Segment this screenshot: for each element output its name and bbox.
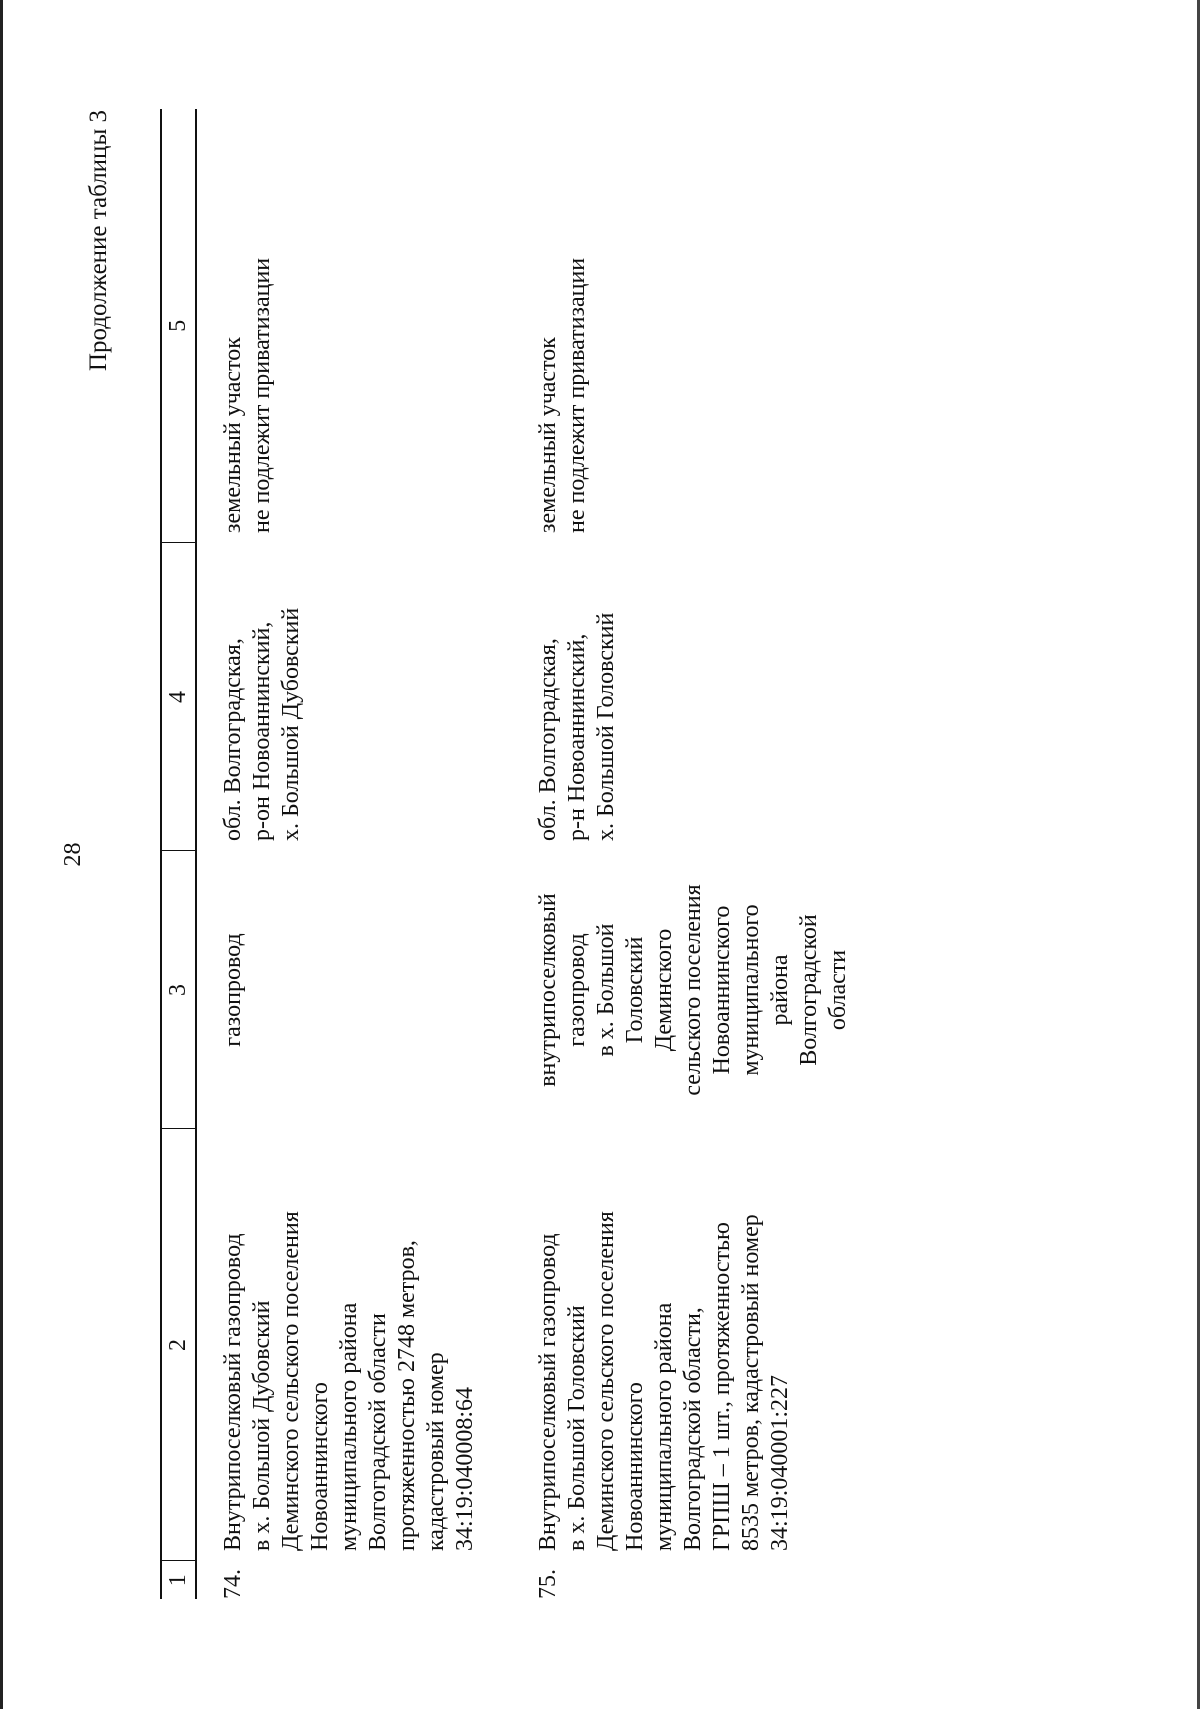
note-cell xyxy=(512,109,885,543)
address-cell xyxy=(512,543,885,851)
text-line: в х. Большой Головский xyxy=(564,1305,590,1551)
object-name-cell xyxy=(196,1129,512,1561)
property-table xyxy=(160,109,885,1599)
address-cell xyxy=(196,543,512,851)
column-header-1: 1 xyxy=(161,1561,196,1599)
text-line: земельный участок xyxy=(535,337,561,533)
text-line: Деминского сельского поселения xyxy=(278,1211,304,1551)
text-line: муниципального района xyxy=(336,1302,362,1551)
text-line: Внутрипоселковый газопровод xyxy=(220,1233,246,1551)
text-line: муниципального района xyxy=(651,1302,677,1551)
text-line: Головский xyxy=(622,936,648,1044)
text-line: обл. Волгоградская, xyxy=(535,638,561,841)
text-line: Внутрипоселковый газопровод xyxy=(535,1233,561,1551)
text-line: Новоаннинского xyxy=(622,1382,648,1551)
object-name-cell xyxy=(512,1129,885,1561)
text-line: р-н Новоаннинский, xyxy=(564,633,590,841)
text-line: обл. Волгоградская, xyxy=(220,638,246,841)
text-line: сельского поселения xyxy=(680,884,706,1096)
column-header-5: 5 xyxy=(161,109,196,543)
text-line: в х. Большой Дубовский xyxy=(249,1300,275,1551)
page-number: 28 xyxy=(60,842,86,867)
text-line: Волгоградской области xyxy=(365,1313,391,1551)
table-row xyxy=(512,109,885,1599)
text-line: Деминского xyxy=(651,928,677,1052)
text-line: области xyxy=(825,949,851,1031)
text-line: муниципального xyxy=(738,904,764,1076)
text-line: газопровод xyxy=(564,933,590,1047)
text-line: 34:19:040008:64 xyxy=(452,1386,478,1551)
column-header-3: 3 xyxy=(161,851,196,1129)
text-line: 34:19:040001:227 xyxy=(767,1374,793,1551)
text-line: Новоаннинского xyxy=(709,905,735,1075)
row-number: 74. xyxy=(220,1569,246,1599)
column-header-2: 2 xyxy=(161,1129,196,1561)
text-line: х. Большой Головский xyxy=(593,612,619,841)
column-header-4: 4 xyxy=(161,543,196,851)
text-line: Волгоградской xyxy=(796,914,822,1066)
text-line: Волгоградской области, xyxy=(680,1307,706,1551)
table-row xyxy=(196,109,512,1599)
text-line: не подлежит приватизации xyxy=(249,257,275,533)
text-line: района xyxy=(767,954,793,1026)
text-line: х. Большой Дубовский xyxy=(278,607,304,841)
object-type-cell xyxy=(196,851,512,1129)
text-line: газопровод xyxy=(220,933,246,1047)
text-line: Новоаннинского xyxy=(307,1382,333,1551)
text-line: р-он Новоаннинский, xyxy=(249,621,275,841)
text-line: в х. Большой xyxy=(593,923,619,1057)
text-line: ГРПШ – 1 шт., протяженностью xyxy=(709,1222,735,1551)
text-line: не подлежит приватизации xyxy=(564,257,590,533)
object-type-cell xyxy=(512,851,885,1129)
table-caption: Продолжение таблицы 3 xyxy=(85,110,112,372)
note-cell xyxy=(196,109,512,543)
text-line: внутрипоселковый xyxy=(535,893,561,1087)
text-line: земельный участок xyxy=(220,337,246,533)
table-header-row xyxy=(161,109,196,1599)
text-line: 8535 метров, кадастровый номер xyxy=(738,1214,764,1551)
text-line: кадастровый номер xyxy=(423,1352,449,1551)
text-line: Деминского сельского поселения xyxy=(593,1211,619,1551)
row-number: 75. xyxy=(535,1569,561,1599)
text-line: протяженностью 2748 метров, xyxy=(394,1240,420,1551)
